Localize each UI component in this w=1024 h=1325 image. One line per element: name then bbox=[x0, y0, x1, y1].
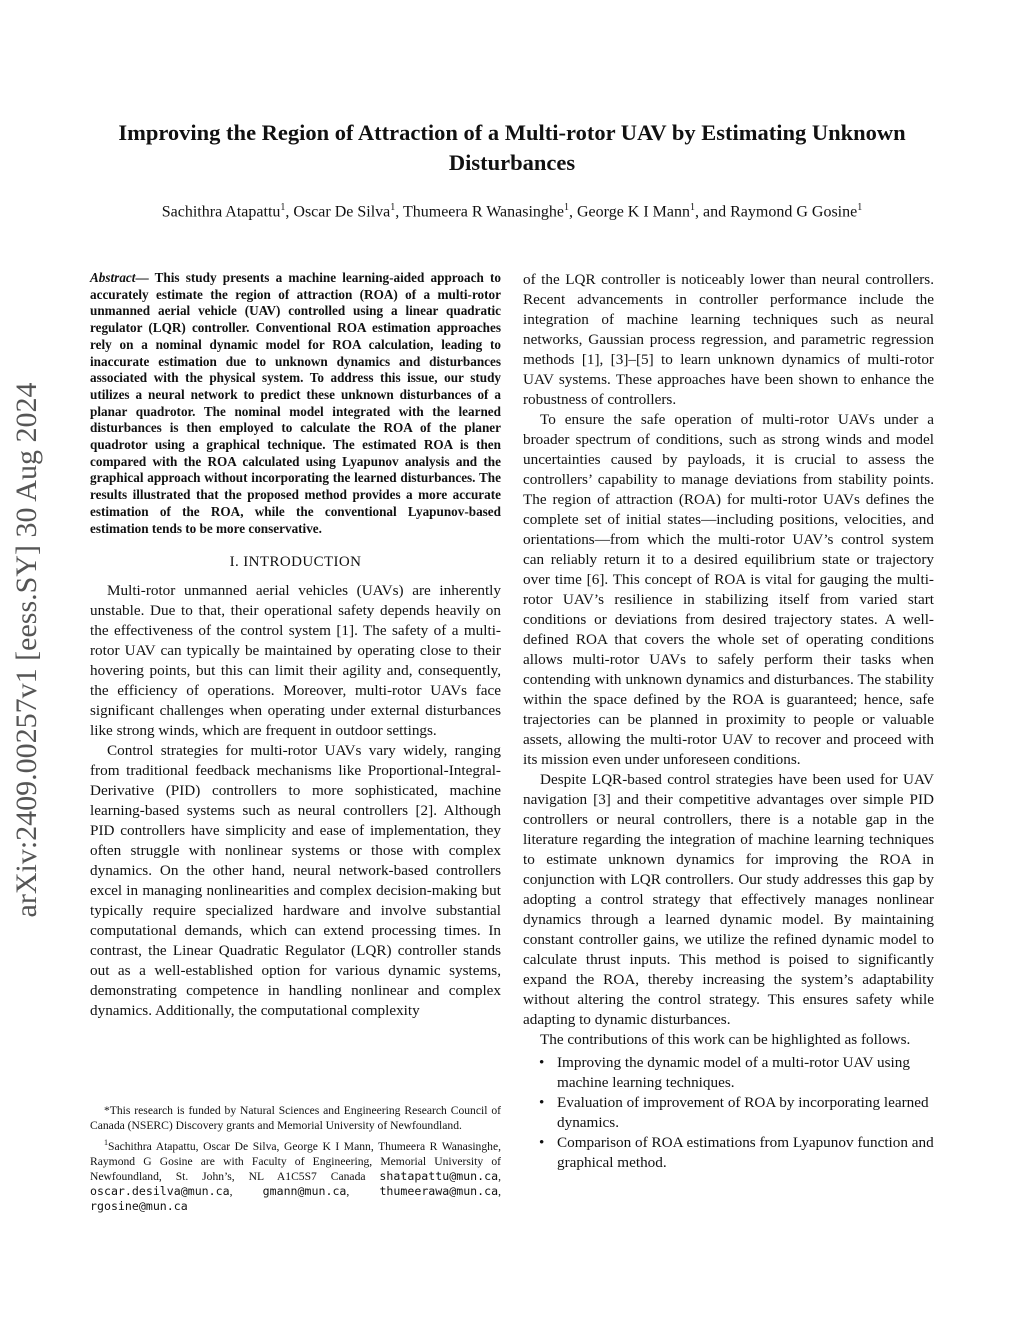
contribution-text: Comparison of ROA estimations from Lyapunov function and graphical method. bbox=[557, 1134, 934, 1171]
arxiv-identifier-text: arXiv:2409.00257v1 [eess.SY] 30 Aug 2024 bbox=[10, 382, 43, 918]
bullet-glyph: • bbox=[539, 1134, 545, 1151]
author-affiliation-mark: 1 bbox=[390, 202, 396, 213]
contribution-item bbox=[523, 1053, 934, 1093]
email-separator: , bbox=[346, 1184, 380, 1198]
author-separator: , bbox=[569, 203, 577, 221]
contributions-list bbox=[523, 1053, 934, 1173]
arxiv-identifier-stamp bbox=[8, 340, 48, 960]
funding-footnote: *This research is funded by Natural Sciences and Engineering Research Council of Canada (NSERC) Discovery grants and Memorial University of Newfoundland. bbox=[90, 1104, 501, 1132]
affiliation-footnote bbox=[90, 1135, 501, 1214]
author-name: Thumeera R Wanasinghe bbox=[402, 203, 564, 221]
footnotes bbox=[90, 1103, 501, 1216]
paragraph-continuation: of the LQR controller is noticeably lower than neural controllers. Recent advancements in controller performance include the integration of machine learning techniques such as neural networks, Gaussian process regression, and parametric regression methods [1], [3]–[5] to learn unknown dynamics of multi-rotor UAV systems. These approaches have been shown to enhance the robustness of controllers. bbox=[523, 271, 934, 408]
section-heading-introduction: I. INTRODUCTION bbox=[229, 554, 362, 571]
author-name: George K I Mann bbox=[577, 203, 691, 221]
paragraph: Multi-rotor unmanned aerial vehicles (UAVs) are inherently unstable. Due to that, their operational safety depends heavily on the effectiveness of the control system [1]. The safety of a multi-rotor UAV can typically be maintained by operating close to their hovering points, but this can limit their agility and, consequently, the efficiency of operations. Moreover, multi-rotor UAVs face significant challenges when operating under external disturbances like strong winds, which are frequent in outdoor settings. bbox=[90, 582, 501, 740]
bullet-glyph: • bbox=[539, 1094, 545, 1111]
author-separator: , and bbox=[695, 203, 731, 221]
author-affiliation-mark: 1 bbox=[280, 202, 286, 213]
email-separator: , bbox=[498, 1184, 502, 1198]
abstract-dash: — bbox=[135, 270, 155, 285]
email-address[interactable]: gmann@mun.ca bbox=[262, 1183, 347, 1198]
contribution-text: Evaluation of improvement of ROA by incorporating learned dynamics. bbox=[557, 1094, 929, 1131]
author-affiliation-mark: 1 bbox=[690, 202, 696, 213]
email-separator: , bbox=[229, 1184, 263, 1198]
paragraph: The contributions of this work can be highlighted as follows. bbox=[540, 1031, 911, 1048]
contribution-item bbox=[523, 1133, 934, 1173]
paragraph: Control strategies for multi-rotor UAVs vary widely, ranging from traditional feedback mechanisms like Proportional-Integral-Derivative (PID) controllers to more sophisticated, machine learning-based systems such as neural controllers [2]. Although PID controllers have simplicity and ease of implementation, they often struggle with nonlinear systems or those with complex dynamics. On the other hand, neural network-based controllers excel in managing nonlinearities and complex decision-making but typically require specialized hardware and involve substantial computational demands, which can extend processing times. In contrast, the Linear Quadratic Regulator (LQR) controller stands out as a well-established option for various dynamic systems, demonstrating competence in handling nonlinear and complex dynamics. Additionally, the computational complexity bbox=[90, 742, 501, 1020]
contribution-item bbox=[523, 1093, 934, 1133]
email-address[interactable]: thumeerawa@mun.ca bbox=[379, 1183, 499, 1198]
footnote-mark: 1 bbox=[104, 1138, 108, 1147]
paragraph: Despite LQR-based control strategies have been used for UAV navigation [3] and their competitive advantages over simple PID controllers or neural controllers, there is a notable gap in the literature regarding the integration of machine learning techniques to estimate unknown dynamics for improving the ROA in conjunction with LQR controllers. Our study addresses this gap by adopting a control strategy that effectively manages nonlinear dynamics through a learned dynamic model. By maintaining constant controller gains, we utilize the refined dynamic model to calculate thrust inputs. This method is poised to significantly expand the ROA, thereby increasing the system’s adaptability without altering the control strategy. This ensures safety while adapting to dynamic disturbances. bbox=[523, 771, 934, 1028]
right-column bbox=[523, 270, 934, 1173]
contribution-text: Improving the dynamic model of a multi-rotor UAV using machine learning techniques. bbox=[557, 1054, 910, 1091]
author-list bbox=[40, 202, 984, 221]
author-name: Oscar De Silva bbox=[293, 203, 391, 221]
author-name: Raymond G Gosine bbox=[730, 203, 858, 221]
email-address[interactable]: oscar.desilva@mun.ca bbox=[90, 1183, 230, 1198]
author-separator: , bbox=[395, 203, 403, 221]
author-affiliation-mark: 1 bbox=[857, 202, 863, 213]
abstract-text: This study presents a machine learning-aided approach to accurately estimate the region of attraction (ROA) of a multi-rotor unmanned aerial vehicle (UAV) controlled using a linear quadratic regulator (LQR) controller. Conventional ROA estimation approaches rely on a nominal dynamic model for ROA calculation, leading to inaccurate estimation due to unknown dynamics and disturbances associated with the physical system. To address this issue, our study utilizes a neural network to predict these unknown disturbances of a planar quadrotor. The nominal model integrated with the learned disturbances is then employed to calculate the ROA of the planer quadrotor using a graphical technique. The estimated ROA is then compared with the ROA calculated using Lyapunov analysis and the graphical approach without incorporating the learned disturbances. The results illustrated that the proposed method provides a more accurate estimation of the ROA, while the conventional Lyapunov-based estimation tends to be more conservative. bbox=[90, 270, 501, 536]
email-separator: , bbox=[498, 1169, 501, 1183]
email-address[interactable]: rgosine@mun.ca bbox=[90, 1198, 188, 1213]
abstract-label: Abstract bbox=[90, 270, 136, 285]
left-column bbox=[90, 270, 501, 1021]
author-affiliation-mark: 1 bbox=[564, 202, 569, 213]
author-name: Sachithra Atapattu bbox=[161, 203, 281, 221]
paper-title: Improving the Region of Attraction of a Multi-rotor UAV by Estimating Unknown Disturbances bbox=[118, 120, 906, 175]
author-separator: , bbox=[285, 203, 294, 221]
abstract bbox=[90, 270, 501, 537]
paragraph: To ensure the safe operation of multi-rotor UAVs under a broader spectrum of conditions, such as strong winds and model uncertainties caused by payloads, it is crucial to assess the controllers’ capability to manage deviations from stability points. The region of attraction (ROA) for multi-rotor UAVs defines the complete set of initial states—including positions, velocities, and orientations—from which the multi-rotor UAV’s control system can reliably return it to a desired equilibrium state or trajectory over time [6]. This concept of ROA is vital for gauging the multi-rotor UAV’s resilience in stabilizing itself from varied start conditions or deviations from desired trajectory states. A well-defined ROA that covers the whole set of operating conditions allows multi-rotor UAVs to safely perform their tasks when contending with unknown dynamics and disturbances. The stability within the space defined by the ROA is guaranteed; hence, safe trajectories can be planned in proximity to people or valuable assets, allowing the multi-rotor UAV to recover and proceed with its mission even under unforeseen conditions. bbox=[523, 411, 934, 768]
affiliation-text: Sachithra Atapattu, Oscar De Silva, George K I Mann, Thumeera R Wanasinghe, Raymond G Gosine are with Faculty of Engineering, Memorial University of Newfoundland, St. John’s, NL A1C5S7 Canada bbox=[90, 1139, 501, 1183]
bullet-glyph: • bbox=[539, 1054, 545, 1071]
email-address[interactable]: shatapattu@mun.ca bbox=[379, 1168, 499, 1183]
